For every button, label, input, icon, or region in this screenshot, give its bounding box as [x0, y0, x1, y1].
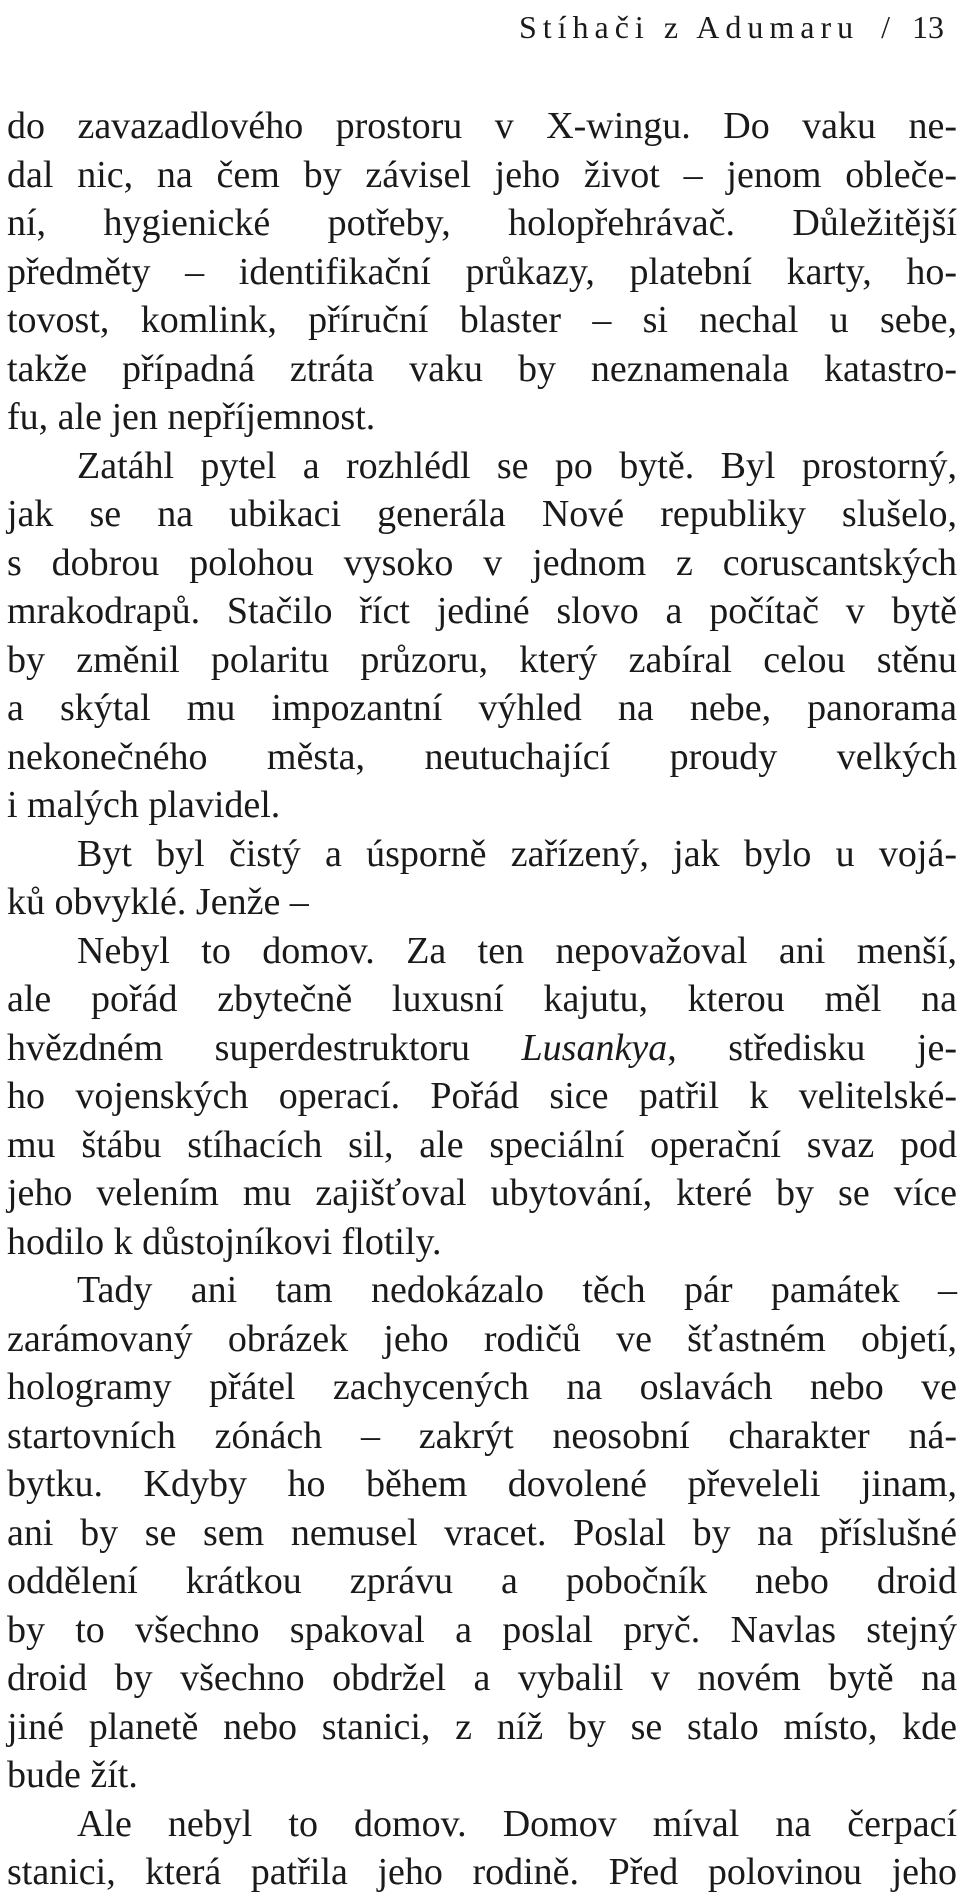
text-line: oddělení krátkou zprávu a pobočník nebo droid	[7, 1560, 957, 1602]
text-line: by změnil polaritu průzoru, který zabíral celou stěnu	[7, 638, 957, 681]
book-title: Stíhači z Adumaru	[518, 9, 860, 45]
text-line: s dobrou polohou vysoko v jednom z coruscantských	[7, 541, 957, 584]
text-line: předměty – identifikační průkazy, platební karty, ho-	[7, 250, 957, 293]
body-text	[7, 102, 957, 1897]
text-line: hologramy přátel zachycených na oslavách nebo ve	[7, 1366, 957, 1408]
text-line: fu, ale jen nepříjemnost.	[7, 396, 376, 438]
text-line: mrakodrapů. Stačilo říct jediné slovo a počítač v bytě	[7, 590, 957, 632]
text-line: nekonečného města, neutuchající proudy velkých	[7, 735, 957, 778]
header-separator: /	[881, 9, 890, 45]
text-line: ale pořád zbytečně luxusní kajutu, kterou měl na	[7, 978, 957, 1020]
text-segment: hvězdném superdestruktoru	[7, 1026, 522, 1069]
text-line: jeho velením mu zajišťoval ubytování, které by se více	[7, 1172, 957, 1214]
text-line: startovních zónách – zakrýt neosobní charakter ná-	[7, 1414, 957, 1457]
text-line: Byt byl čistý a úsporně zařízený, jak bylo u vojá-	[77, 832, 957, 875]
running-head	[0, 2, 944, 52]
text-line: stanici, která patřila jeho rodině. Před polovinou jeho	[7, 1851, 957, 1893]
text-line: Ale nebyl to domov. Domov míval na čerpací	[77, 1802, 957, 1845]
text-line: ků obvyklé. Jenže –	[7, 881, 309, 923]
text-line: droid by všechno obdržel a vybalil v novém bytě na	[7, 1657, 957, 1699]
text-line: ho vojenských operací. Pořád sice patřil k velitelské-	[7, 1075, 957, 1117]
text-line: tovost, komlink, příruční blaster – si nechal u sebe,	[7, 299, 957, 341]
text-line: hodilo k důstojníkovi flotily.	[7, 1220, 442, 1263]
text-line: jiné planetě nebo stanici, z níž by se stalo místo, kde	[7, 1705, 957, 1748]
page-number: 13	[912, 9, 944, 45]
text-line: zarámovaný obrázek jeho rodičů ve šťastném objetí,	[7, 1317, 957, 1360]
text-line: ní, hygienické potřeby, holopřehrávač. Důležitější	[7, 202, 957, 244]
text-line: Zatáhl pytel a rozhlédl se po bytě. Byl prostorný,	[77, 444, 957, 487]
text-line: jak se na ubikaci generála Nové republiky slušelo,	[7, 493, 957, 535]
text-line: bude žít.	[7, 1754, 138, 1796]
text-line: do zavazadlového prostoru v X-wingu. Do vaku ne-	[7, 105, 957, 147]
text-line: mu štábu stíhacích sil, ale speciální operační svaz pod	[7, 1123, 957, 1166]
text-line: takže případná ztráta vaku by neznamenala katastro-	[7, 347, 957, 390]
text-line: ani by se sem nemusel vracet. Poslal by na příslušné	[7, 1511, 957, 1554]
text-line: dal nic, na čem by závisel jeho život – jenom obleče-	[7, 153, 957, 196]
text-line: i malých plavidel.	[7, 784, 281, 826]
text-segment: , středisku je-	[667, 1026, 957, 1069]
text-line: a skýtal mu impozantní výhled na nebe, panorama	[7, 687, 957, 729]
text-line: Tady ani tam nedokázalo těch pár památek –	[77, 1269, 957, 1311]
ship-name-italic: Lusankya	[521, 1026, 668, 1069]
text-line: bytku. Kdyby ho během dovolené převeleli jinam,	[7, 1463, 957, 1505]
text-line-with-italic	[7, 1024, 957, 1073]
text-line: by to všechno spakoval a poslal pryč. Navlas stejný	[7, 1608, 957, 1651]
text-line: Nebyl to domov. Za ten nepovažoval ani menší,	[77, 929, 957, 972]
